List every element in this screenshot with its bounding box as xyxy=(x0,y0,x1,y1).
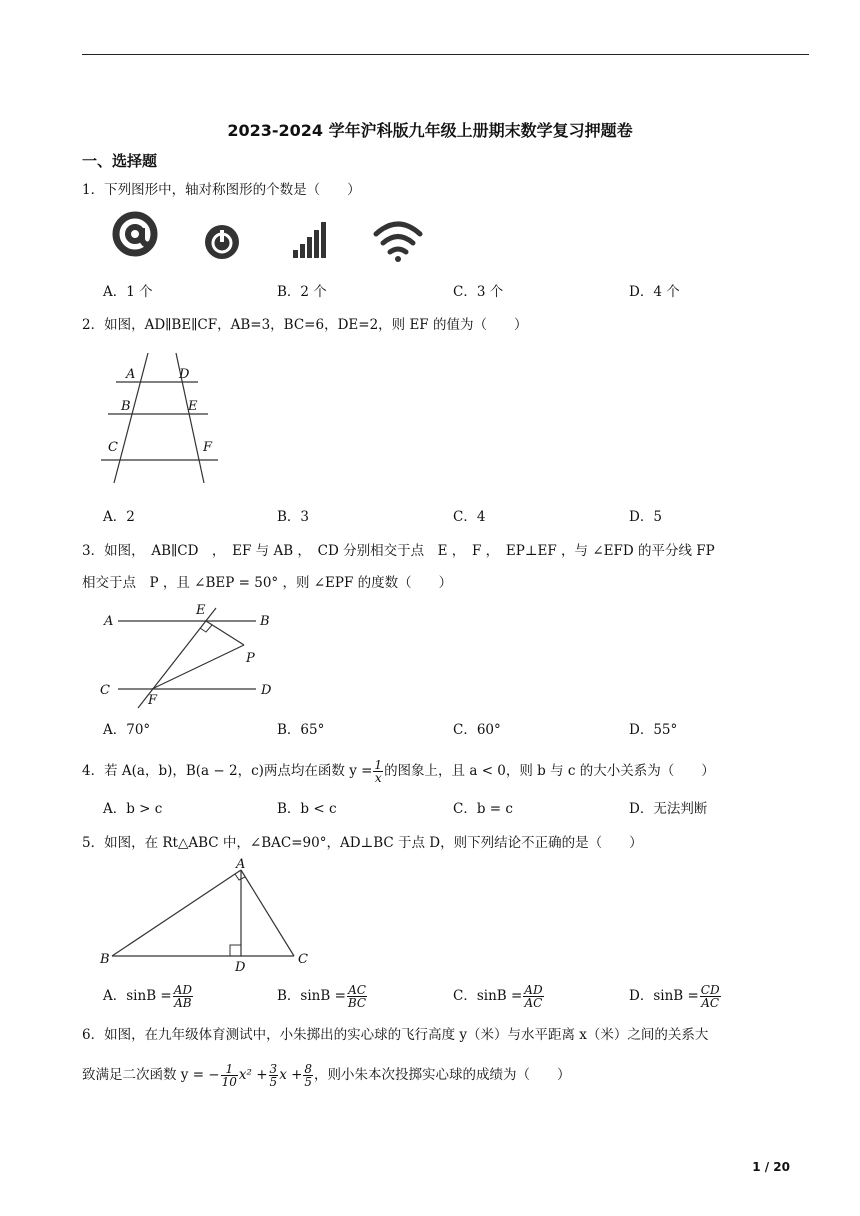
question-3-figure xyxy=(96,600,286,712)
fraction-denominator: AC xyxy=(524,996,543,1010)
fraction-numerator: AD xyxy=(173,983,193,997)
question-3-stem-line-1: 3．如图， AB∥CD ， EF 与 AB ， CD 分别相交于点 E ， F ， EP⊥EF ，与 ∠EFD 的平分线 FP xyxy=(82,543,715,559)
question-5-option-c[interactable] xyxy=(453,984,545,1009)
question-4-stem-end: 的图象上，且 a < 0，则 b 与 c 的大小关系为（ ） xyxy=(384,763,715,779)
section-heading: 一、选择题 xyxy=(82,152,158,170)
exam-title: 2023-2024 学年沪科版九年级上册期末数学复习押题卷 xyxy=(227,121,633,140)
fraction xyxy=(347,984,367,1009)
fraction xyxy=(700,984,721,1009)
question-3-option-d[interactable]: D．55° xyxy=(629,722,678,738)
question-4-option-a[interactable]: A．b > c xyxy=(103,801,163,817)
point-label-b: B xyxy=(260,614,270,629)
option-label: C．sinB = xyxy=(453,988,523,1004)
question-2-option-c[interactable]: C．4 xyxy=(453,509,486,525)
question-6-stem-line-1: 6．如图，在九年级体育测试中，小朱掷出的实心球的飞行高度 y（米）与水平距离 x（米）之间的关系大 xyxy=(82,1027,709,1043)
fraction-numerator: 1 xyxy=(221,1063,238,1076)
option-label: B．sinB = xyxy=(277,988,346,1004)
point-label-d: D xyxy=(179,367,190,382)
fraction-numerator: CD xyxy=(700,983,720,997)
signal-bars-icon xyxy=(293,222,326,258)
fraction-denominator: AB xyxy=(174,996,192,1010)
fraction-one-over-x xyxy=(373,759,383,784)
question-1-option-b[interactable]: B．2 个 xyxy=(277,284,327,300)
point-label-a: A xyxy=(104,614,114,629)
question-4-option-d[interactable]: D．无法判断 xyxy=(629,801,708,817)
wifi-icon xyxy=(376,224,420,262)
question-5-stem: 5．如图，在 Rt△ABC 中，∠BAC=90°，AD⊥BC 于点 D，则下列结论不正确的是（ ） xyxy=(82,835,643,851)
fraction-denominator: 10 xyxy=(221,1075,237,1089)
point-label-p: P xyxy=(246,651,255,666)
question-4-stem xyxy=(82,759,715,784)
fraction-numerator: 8 xyxy=(304,1062,313,1076)
point-label-f: F xyxy=(148,693,158,708)
point-label-c: C xyxy=(298,952,308,967)
fraction-numerator: AD xyxy=(524,983,543,997)
question-5-figure xyxy=(96,856,326,972)
stem-start: 致满足二次函数 y = − xyxy=(82,1067,220,1083)
question-1-option-a[interactable]: A．1 个 xyxy=(103,284,153,300)
point-label-e: E xyxy=(196,603,206,618)
question-3-option-b[interactable]: B．65° xyxy=(277,722,325,738)
fraction-numerator: 1 xyxy=(374,758,383,772)
question-2-option-b[interactable]: B．3 xyxy=(277,509,310,525)
power-icon xyxy=(205,225,239,259)
option-label: A．sinB = xyxy=(103,988,172,1004)
question-3-option-c[interactable]: C．60° xyxy=(453,722,501,738)
fraction-numerator: AC xyxy=(348,983,366,997)
point-label-d: D xyxy=(235,960,246,972)
question-1-option-c[interactable]: C．3 个 xyxy=(453,284,504,300)
point-label-a: A xyxy=(236,857,246,872)
point-label-b: B xyxy=(100,952,110,967)
question-4-option-b[interactable]: B．b < c xyxy=(277,801,337,817)
page-number: 1 / 20 xyxy=(752,1160,790,1174)
term-x: x + xyxy=(279,1067,303,1083)
point-label-a: A xyxy=(126,367,136,382)
point-label-f: F xyxy=(203,440,213,455)
question-3-stem-line-2: 相交于点 P ，且 ∠BEP = 50° ，则 ∠EPF 的度数（ ） xyxy=(82,575,453,591)
header-rule xyxy=(82,54,809,55)
fraction xyxy=(173,984,193,1009)
fraction xyxy=(523,984,543,1009)
option-label: D．sinB = xyxy=(629,988,699,1004)
question-5-option-d[interactable] xyxy=(629,984,722,1009)
stem-end: ，则小朱本次投掷实心球的成绩为（ ） xyxy=(314,1067,571,1083)
fraction-denominator: AC xyxy=(701,996,720,1010)
question-5-option-b[interactable] xyxy=(277,984,368,1009)
fraction-3 xyxy=(303,1063,313,1088)
fraction-2 xyxy=(269,1063,279,1088)
point-label-d: D xyxy=(261,683,272,698)
fraction-1 xyxy=(221,1063,238,1088)
question-5-option-a[interactable] xyxy=(103,984,194,1009)
question-4-option-c[interactable]: C．b = c xyxy=(453,801,513,817)
question-1-stem: 1．下列图形中，轴对称图形的个数是（ ） xyxy=(82,182,361,198)
point-label-e: E xyxy=(188,399,198,414)
point-label-c: C xyxy=(108,440,118,455)
question-2-option-a[interactable]: A．2 xyxy=(103,509,135,525)
point-label-b: B xyxy=(121,399,131,414)
term-x-squared: x² + xyxy=(238,1067,268,1083)
question-1-option-d[interactable]: D．4 个 xyxy=(629,284,680,300)
fraction-denominator: 5 xyxy=(269,1075,278,1089)
question-6-stem-line-2 xyxy=(82,1063,571,1088)
question-1-figures xyxy=(100,206,440,268)
fraction-denominator: BC xyxy=(347,996,367,1010)
question-2-stem: 2．如图，AD∥BE∥CF，AB=3，BC=6，DE=2，则 EF 的值为（ ） xyxy=(82,317,528,333)
question-2-option-d[interactable]: D．5 xyxy=(629,509,662,525)
at-sign-icon xyxy=(116,215,154,253)
question-2-figure xyxy=(96,348,226,488)
fraction-denominator: 5 xyxy=(304,1075,313,1089)
question-4-stem-start: 4．若 A(a，b)，B(a − 2，c)两点均在函数 y = xyxy=(82,763,373,779)
fraction-denominator: x xyxy=(374,771,382,785)
question-3-option-a[interactable]: A．70° xyxy=(103,722,151,738)
point-label-c: C xyxy=(100,683,110,698)
fraction-numerator: 3 xyxy=(269,1062,278,1076)
